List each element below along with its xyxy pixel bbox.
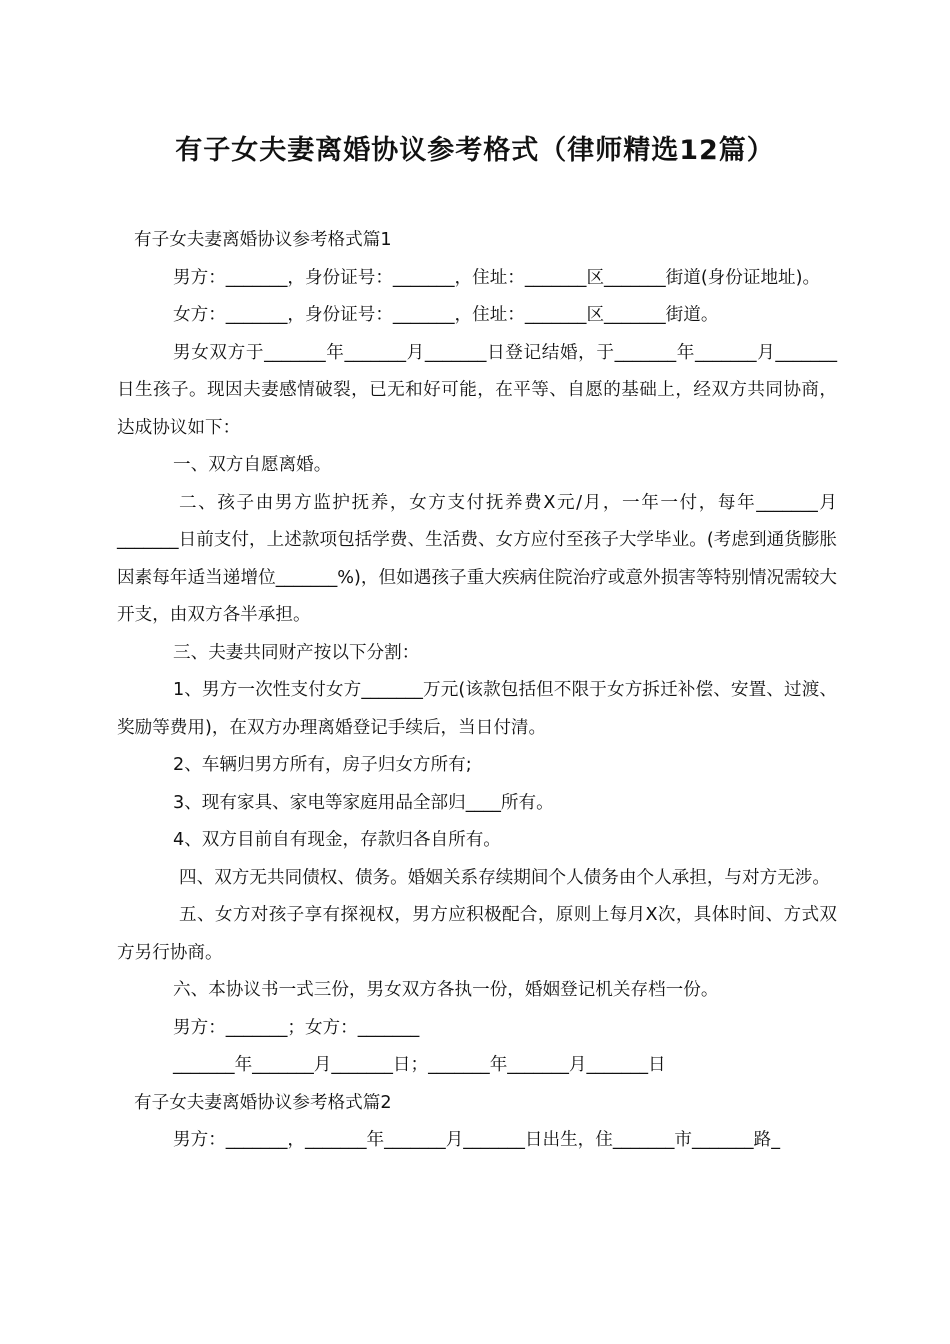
- paragraph: 男方：_______；女方：_______: [173, 1017, 420, 1038]
- paragraph: 六、本协议书一式三份，男女双方各执一份，婚姻登记机关存档一份。: [173, 980, 719, 1000]
- paragraph: 男方：_______，身份证号：_______，住址：_______区_______街道(身份证地址)。: [173, 267, 821, 288]
- section-heading: 有子女夫妻离婚协议参考格式篇1: [134, 230, 392, 250]
- paragraph: 男女双方于_______年_______月_______日登记结婚，于_______年_______月_______日生孩子。现因夫妻感情破裂，已无和好可能，在平等、自愿的基础上，经双方共同协商，达成协议如下：: [117, 342, 837, 438]
- paragraph: _______年_______月_______日；_______年_______月_______日: [173, 1055, 666, 1075]
- paragraph: 男方：_______，_______年_______月_______日出生，住_______市_______路_: [173, 1130, 780, 1150]
- document-title: 有子女夫妻离婚协议参考格式（律师精选12篇）: [175, 135, 775, 166]
- paragraph: 五、女方对孩子享有探视权，男方应积极配合，原则上每月X次，具体时间、方式双方另行协商。: [117, 905, 837, 963]
- paragraph: 二、孩子由男方监护抚养，女方支付抚养费X元/月，一年一付，每年_______月_______日前支付，上述款项包括学费、生活费、女方应付至孩子大学毕业。(考虑到通货膨胀因素每年适当递增位_______%)，但如遇孩子重大疾病住院治疗或意外损害等特别情况需较大开支，由双方各半承担。: [117, 492, 837, 625]
- section-heading: 有子女夫妻离婚协议参考格式篇2: [134, 1092, 392, 1113]
- paragraph: 2、车辆归男方所有，房子归女方所有;: [173, 755, 472, 775]
- paragraph: 女方：_______，身份证号：_______，住址：_______区_______街道。: [173, 305, 719, 325]
- document-body: [117, 222, 837, 1160]
- paragraph: 一、双方自愿离婚。: [173, 455, 332, 475]
- paragraph: 4、双方目前自有现金，存款归各自所有。: [173, 830, 501, 850]
- paragraph: 1、男方一次性支付女方_______万元(该款包括但不限于女方拆迁补偿、安置、过渡、奖励等费用)，在双方办理离婚登记手续后，当日付清。: [117, 680, 837, 738]
- paragraph: 三、夫妻共同财产按以下分割：: [173, 642, 420, 663]
- paragraph: 3、现有家具、家电等家庭用品全部归____所有。: [173, 792, 554, 813]
- paragraph: 四、双方无共同债权、债务。婚姻关系存续期间个人债务由个人承担，与对方无涉。: [179, 867, 830, 888]
